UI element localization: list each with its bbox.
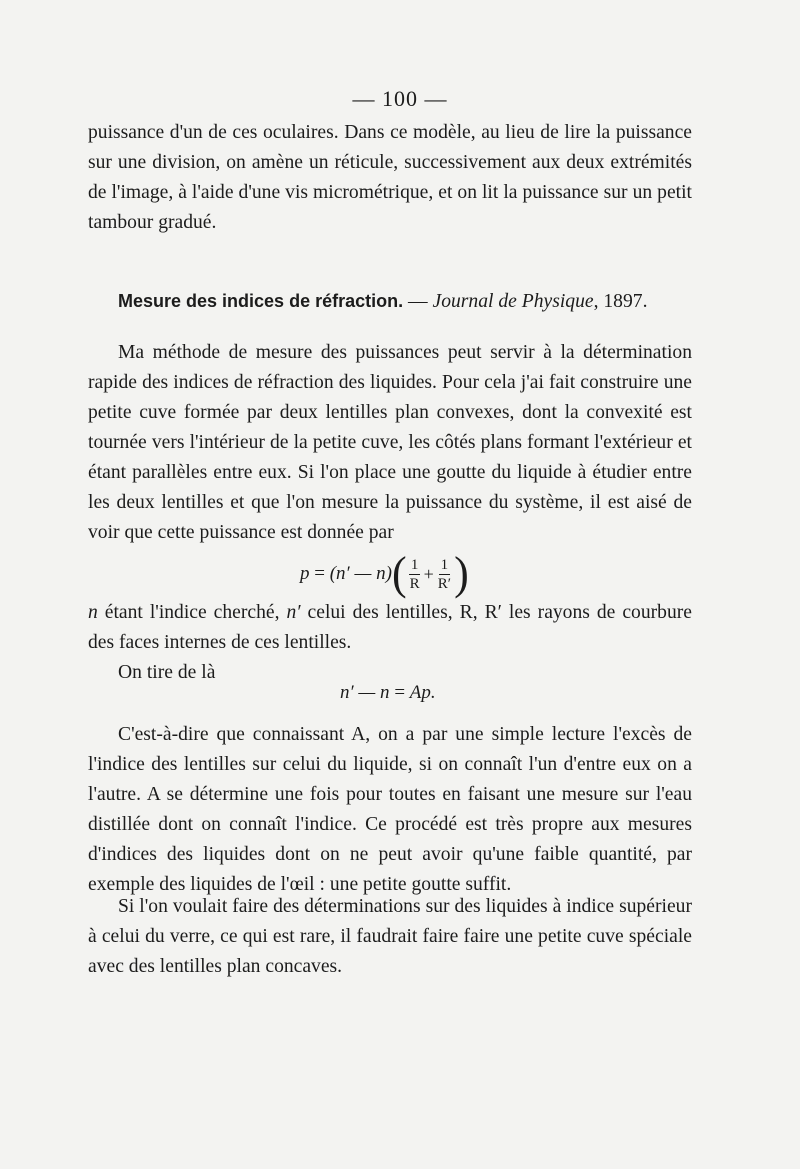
fraction-1-over-r-prime xyxy=(436,556,453,593)
formula-factor: (n′ — n) xyxy=(329,563,392,584)
open-paren: ( xyxy=(391,547,407,600)
paragraph-method: Ma méthode de mesure des puissances peut servir à la détermination rapide des indices de réfraction des liquides. Pour cela j'ai fait construire une petite cuve formée par deux lentilles plan convexes, dont la convexité est tournée vers l'intérieur de la petite cuve, les côtés plans formant l'extérieur et étant parallèles entre eux. Si l'on place une goutte du liquide à étudier entre les deux lentilles et que l'on mesure la puissance du système, il est aisé de voir que cette puissance est donnée par xyxy=(88,342,692,543)
journal-name: Journal de Physique xyxy=(432,291,594,312)
paragraph-derive: On tire de là xyxy=(118,662,216,683)
paragraph-explanation: C'est-à-dire que connaissant A, on a par une simple lecture l'excès de l'indice des lentilles sur celui du liquide, si on connaît l'un d'entre eux on a l'autre. A se détermine une fois pour toutes en faisant une mesure sur l'eau distillée dont on connaît l'indice. Ce procédé est très propre aux mesures d'indices des liquides dont on ne peut avoir qu'une faible quantité, par exemple des liquides de l'œil : une petite goutte suffit. xyxy=(88,724,692,895)
var-n-prime: n′ xyxy=(286,602,301,623)
fraction-numerator: 1 xyxy=(410,556,419,573)
formula2-equals: = xyxy=(389,682,410,703)
heading-dash: — xyxy=(403,291,433,312)
fraction-1-over-r xyxy=(408,556,422,593)
page-number: — 100 — xyxy=(352,86,448,111)
paragraph-intro: puissance d'un de ces oculaires. Dans ce modèle, au lieu de lire la puissance sur une division, on amène un réticule, successivement aux deux extrémités de l'image, à l'aide d'une vis micrométrique, et on lit la puissance sur un petit tambour gradué. xyxy=(88,122,692,233)
formula-lhs: p xyxy=(300,563,310,584)
journal-year: , 1897. xyxy=(593,291,648,312)
formula-index xyxy=(340,682,436,704)
formula2-rhs: Ap. xyxy=(409,682,436,703)
formula-plus: + xyxy=(423,563,434,584)
fraction-denominator: R′ xyxy=(437,575,452,592)
section-heading xyxy=(118,286,718,317)
fraction-numerator: 1 xyxy=(440,556,449,573)
paragraph-concave: Si l'on voulait faire des déterminations sur des liquides à indice supérieur à celui du verre, ce qui est rare, il faudrait faire faire une petite cuve spéciale avec des lentilles plan concaves. xyxy=(88,896,692,977)
var-n: n xyxy=(88,602,98,623)
paragraph-definitions xyxy=(88,598,692,658)
definition-text-a: étant l'indice cherché, xyxy=(97,602,287,623)
definition-text-b: celui des lentilles, R, R′ les rayons de courbure des faces internes de ces lentilles. xyxy=(88,602,692,653)
formula-equals: = xyxy=(309,563,330,584)
close-paren: ) xyxy=(454,547,469,600)
section-title: Mesure des indices de réfraction. xyxy=(118,291,404,311)
formula2-lhs: n′ — n xyxy=(340,682,390,703)
formula-power xyxy=(300,547,469,600)
fraction-denominator: R xyxy=(409,575,420,592)
